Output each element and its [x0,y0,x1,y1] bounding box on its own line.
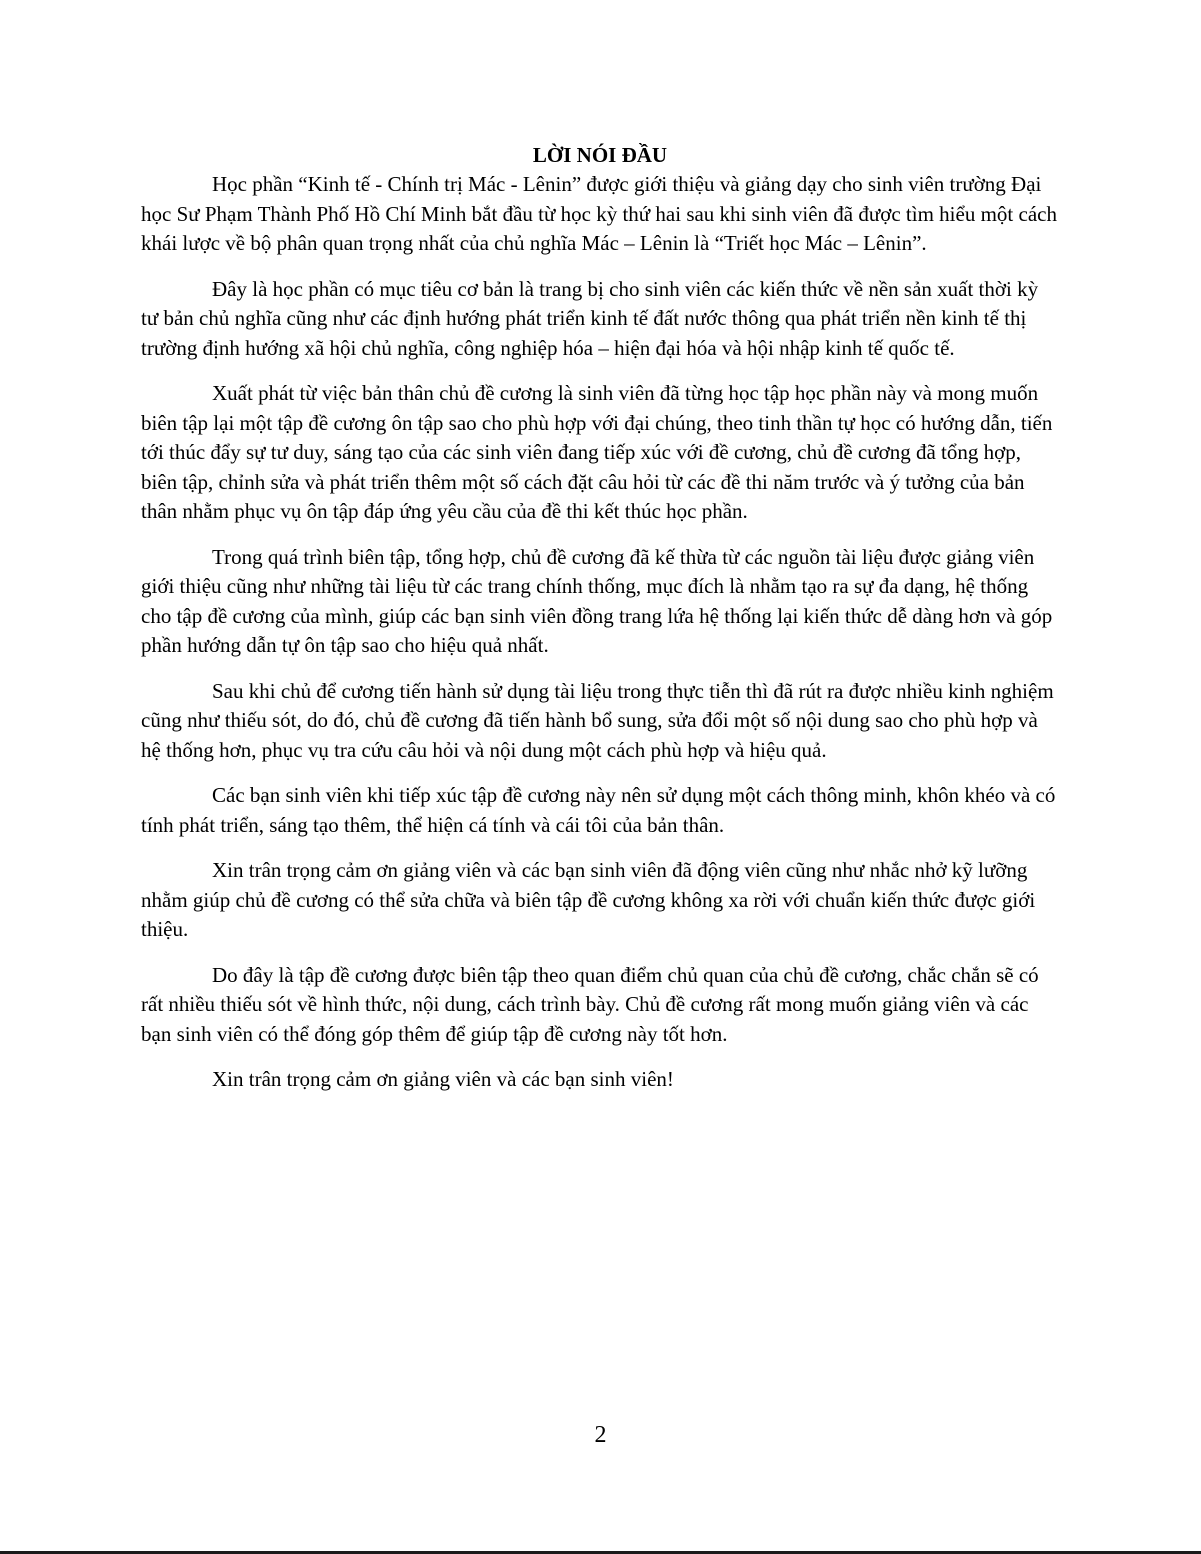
page-title: LỜI NÓI ĐẦU [532,143,668,167]
page-content [141,140,1059,1111]
page-number: 2 [594,1422,607,1448]
paragraph-3: Xuất phát từ việc bản thân chủ đề cương là sinh viên đã từng học tập học phần này và mong muốn biên tập lại một tập đề cương ôn tập sao cho phù hợp với đại chúng, theo tinh thần tự học có hướng dẫn, tiến tới thúc đẩy sự tư duy, sáng tạo của các sinh viên đang tiếp xúc với đề cương, chủ đề cương đã tổng hợp, biên tập, chỉnh sửa và phát triển thêm một số cách đặt câu hỏi từ các đề thi năm trước và ý tưởng của bản thân nhằm phục vụ ôn tập đáp ứng yêu cầu của đề thi kết thúc học phần. [141,381,1053,523]
paragraph-7: Xin trân trọng cảm ơn giảng viên và các bạn sinh viên đã động viên cũng như nhắc nhở kỹ lưỡng nhằm giúp chủ đề cương có thể sửa chữa và biên tập đề cương không xa rời với chuẩn kiến thức được giới thiệu. [141,858,1036,941]
paragraph-8: Do đây là tập đề cương được biên tập theo quan điểm chủ quan của chủ đề cương, chắc chắn sẽ có rất nhiều thiếu sót về hình thức, nội dung, cách trình bày. Chủ đề cương rất mong muốn giảng viên và các bạn sinh viên có thể đóng góp thêm để giúp tập đề cương này tốt hơn. [141,962,1039,1046]
paragraph-9: Xin trân trọng cảm ơn giảng viên và các bạn sinh viên! [212,1067,674,1091]
paragraph-5: Sau khi chủ để cương tiến hành sử dụng tài liệu trong thực tiễn thì đã rút ra được nhiều kinh nghiệm cũng như thiếu sót, do đó, chủ đề cương đã tiến hành bổ sung, sửa đổi một số nội dung sao cho phù hợp và hệ thống hơn, phục vụ tra cứu câu hỏi và nội dung một cách phù hợp và hiệu quả. [141,678,1054,762]
paragraph-4: Trong quá trình biên tập, tổng hợp, chủ đề cương đã kế thừa từ các nguồn tài liệu được giảng viên giới thiệu cũng như những tài liệu từ các trang chính thống, mục đích là nhằm tạo ra sự đa dạng, hệ thống cho tập đề cương của mình, giúp các bạn sinh viên đồng trang lứa hệ thống lại kiến thức dễ dàng hơn và góp phần hướng dẫn tự ôn tập sao cho hiệu quả nhất. [141,544,1053,657]
paragraph-2: Đây là học phần có mục tiêu cơ bản là trang bị cho sinh viên các kiến thức về nền sản xuất thời kỳ tư bản chủ nghĩa cũng như các định hướng phát triển kinh tế đất nước thông qua phát triển nền kinh tế thị trường định hướng xã hội chủ nghĩa, công nghiệp hóa – hiện đại hóa và hội nhập kinh tế quốc tế. [141,276,1039,360]
paragraph-1: Học phần “Kinh tế - Chính trị Mác - Lênin” được giới thiệu và giảng dạy cho sinh viên trường Đại học Sư Phạm Thành Phố Hồ Chí Minh bắt đầu từ học kỳ thứ hai sau khi sinh viên đã được tìm hiểu một cách khái lược về bộ phân quan trọng nhất của chủ nghĩa Mác – Lênin là “Triết học Mác – Lênin”. [141,172,1057,255]
paragraph-6: Các bạn sinh viên khi tiếp xúc tập đề cương này nên sử dụng một cách thông minh, khôn khéo và có tính phát triển, sáng tạo thêm, thể hiện cá tính và cái tôi của bản thân. [141,783,1056,837]
